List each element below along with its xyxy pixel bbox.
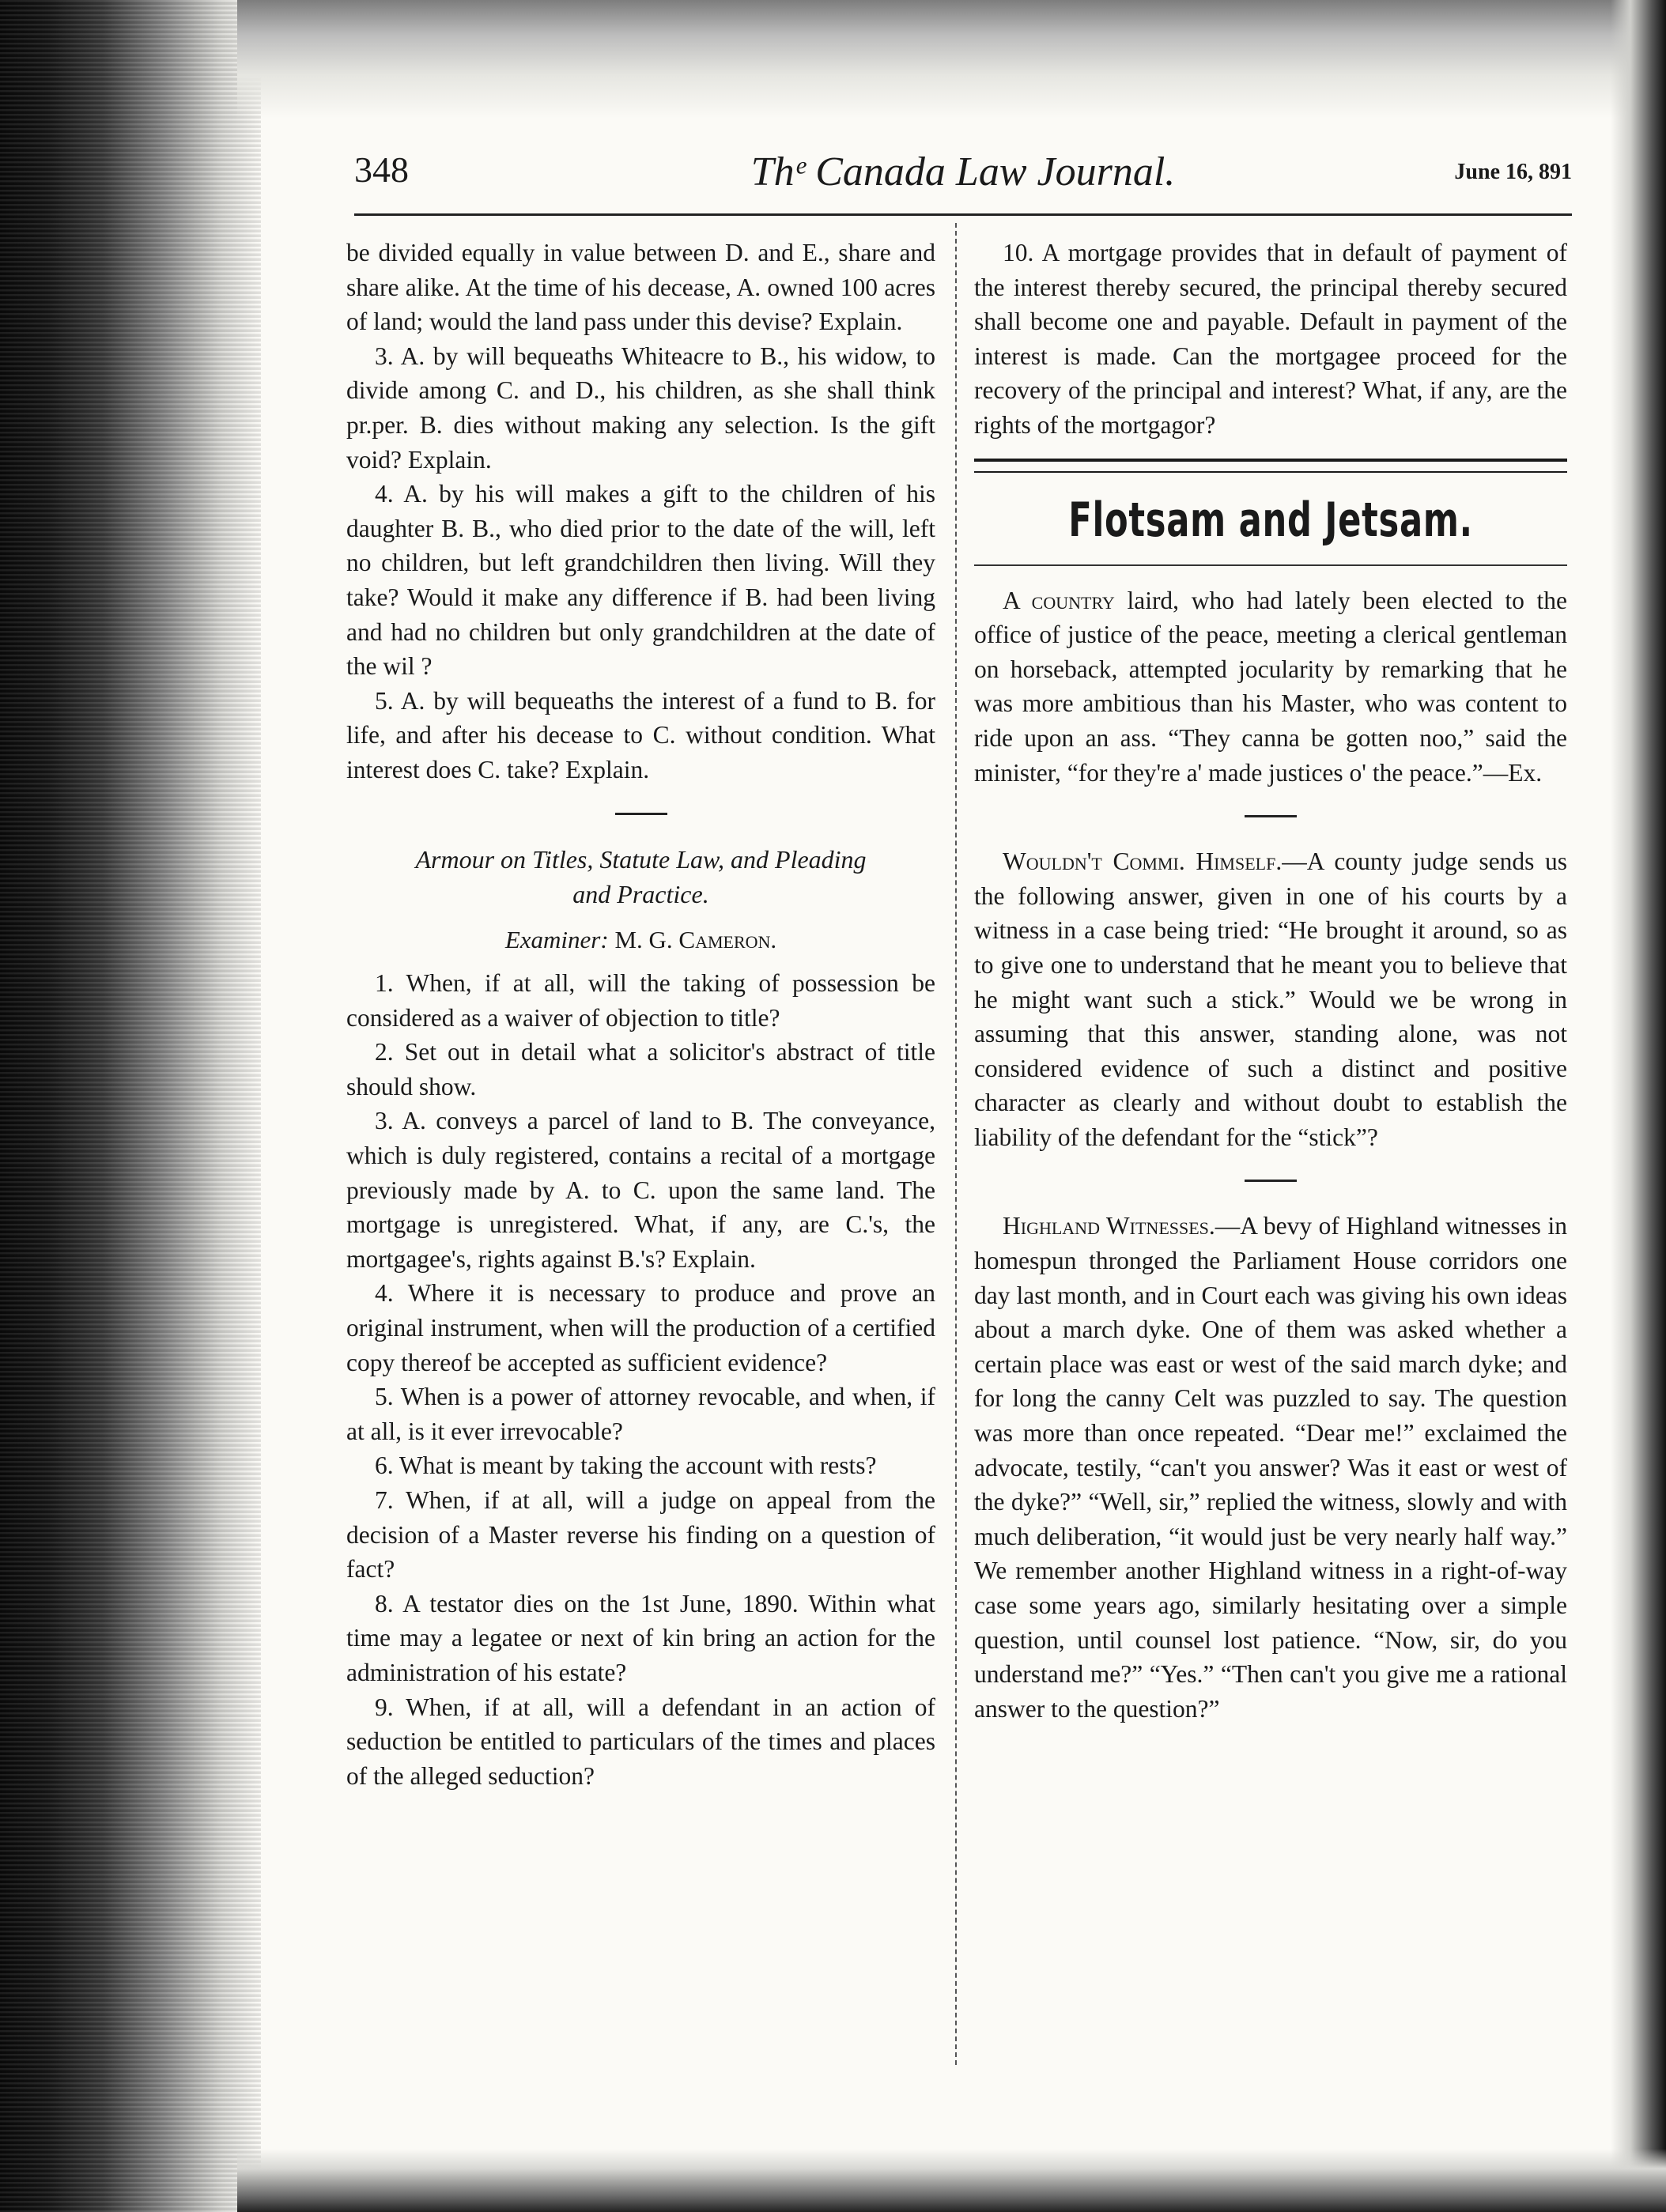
paragraph: 3. A. by will bequeaths Whiteacre to B., his widow, to divide among C. and D., his children, as she shall think pr.per. B. dies without making any selection. Is the gift void? Explain. (346, 342, 935, 474)
anecdote-lead: Highland Witnesses. (1003, 1212, 1215, 1240)
section-title: Flotsam and Jetsam. (1068, 492, 1473, 548)
examiner-label: Examiner: (504, 925, 609, 953)
anecdote (974, 844, 1567, 1154)
double-rule (974, 459, 1567, 473)
exam-question: 10. A mortgage provides that in default of payment of the interest thereby secured, the principal thereby secured shall become one and payable. Default in payment of the interest is made. Can the mortgagee proceed for the recovery of the principal and interest? What, if any, are the rights of the mortgagor? (974, 239, 1567, 439)
right-edge-shadow (1611, 0, 1666, 2212)
exam-question: 9. When, if at all, will a defendant in an action of seduction be entitled to particulars of the times and places of the alleged seduction? (346, 1693, 935, 1790)
anecdote-lead: A country (1003, 586, 1115, 614)
exam-question: 1. When, if at all, will the taking of possession be considered as a waiver of objection to title? (346, 969, 935, 1032)
item-separator (1245, 1180, 1297, 1182)
subsection-title-continued: and Practice. (572, 879, 709, 908)
page-number: 348 (354, 149, 409, 190)
exam-question: 2. Set out in detail what a solicitor's abstract of title should show. (346, 1038, 935, 1100)
bottom-edge-shadow (237, 2149, 1666, 2212)
exam-question: 4. Where it is necessary to produce and prove an original instrument, when will the production of a certified copy thereof be accepted as sufficient evidence? (346, 1279, 935, 1376)
examiner-name: M. G. Cameron. (614, 925, 777, 953)
anecdote-text: —A bevy of Highland witnesses in homespun thronged the Parliament House corridors one day last month, and in Court each was giving his own ideas about a march dyke. One of them was asked whether a certain place was east or west of the said march dyke; and for long the canny Celt was puzzled to say. The question was more than once repeated. “Dear me!” exclaimed the advocate, testily, “can't you answer? Was it east or west of the dyke?” “Well, sir,” replied the witness, slowly and with much deliberation, “it would just be very nearly half way.” We remember another Highland witness in a right-of-way case some years ago, similarly hesitating over a simple question, until counsel lost patience. “Now, sir, do you understand me?” “Yes.” “Then can't you give me a rational answer to the question?” (974, 1212, 1567, 1723)
exam-question: 8. A testator dies on the 1st June, 1890. Within what time may a legatee or next of kin bring an action for the administration of his estate? (346, 1589, 935, 1686)
examiner-line (346, 923, 935, 957)
anecdote (974, 1209, 1567, 1726)
header-rule (354, 213, 1572, 216)
anecdote-text: laird, who had lately been elected to the office of justice of the peace, meeting a clerical gentleman on horseback, attempted jocularity by remarking that he was more ambitious than his Master, who was content to ride upon an ass. “They canna be gotten noo,” said the minister, “for they're a' made justices o' the peace.”—Ex. (974, 586, 1567, 787)
column-divider (955, 223, 957, 2065)
issue-date: June 16, 891 (1454, 160, 1572, 184)
right-column (974, 236, 1567, 1726)
exam-question: 5. When is a power of attorney revocable, and when, if at all, is it ever irrevocable? (346, 1383, 935, 1445)
running-head (354, 149, 1572, 204)
gutter-texture (0, 0, 261, 2212)
anecdote-lead: Wouldn't Commi. Himself. (1003, 847, 1283, 876)
journal-title: Thᵉ Canada Law Journal. (750, 149, 1176, 194)
exam-question: 6. What is meant by taking the account with rests? (375, 1451, 877, 1480)
anecdote (974, 583, 1567, 791)
left-column (346, 236, 935, 1793)
anecdote-text: —A county judge sends us the following answer, given in one of his courts by a witness in a case being tried: “He brought it around, so as to give one to understand that he meant you to believe that he might want such a stick.” Would we be wrong in assuming that this answer, standing alone, was not considered evidence of such a distinct and positive character as clearly and without doubt to establish the liability of the defendant for the “stick”? (974, 847, 1567, 1151)
exam-question: 7. When, if at all, will a judge on appeal from the decision of a Master reverse his finding on a question of fact? (346, 1486, 935, 1584)
paragraph: 4. A. by his will makes a gift to the children of his daughter B. B., who died prior to the date of the will, left no children, but left grandchildren then living. Will they take? Would it make any difference if B. had been living and had no children but only grandchildren at the date of the wil ? (346, 480, 935, 681)
exam-question: 3. A. conveys a parcel of land to B. The conveyance, which is duly registered, contains a recital of a mortgage previously made by A. to C. upon the same land. The mortgage is unregistered. What, if any, are C.'s, the mortgagee's, rights against B.'s? Explain. (346, 1107, 935, 1273)
section-separator (615, 813, 667, 815)
item-separator (1245, 815, 1297, 817)
paragraph: be divided equally in value between D. and E., share and share alike. At the time of his decease, A. owned 100 acres of land; would the land pass under this devise? Explain. (346, 239, 935, 336)
subsection-title: Armour on Titles, Statute Law, and Pleading (415, 844, 867, 874)
paragraph: 5. A. by will bequeaths the interest of a fund to B. for life, and after his decease to C. without condition. What interest does C. take? Explain. (346, 686, 935, 783)
section-rule (974, 564, 1567, 566)
top-edge-shadow (237, 0, 1666, 119)
